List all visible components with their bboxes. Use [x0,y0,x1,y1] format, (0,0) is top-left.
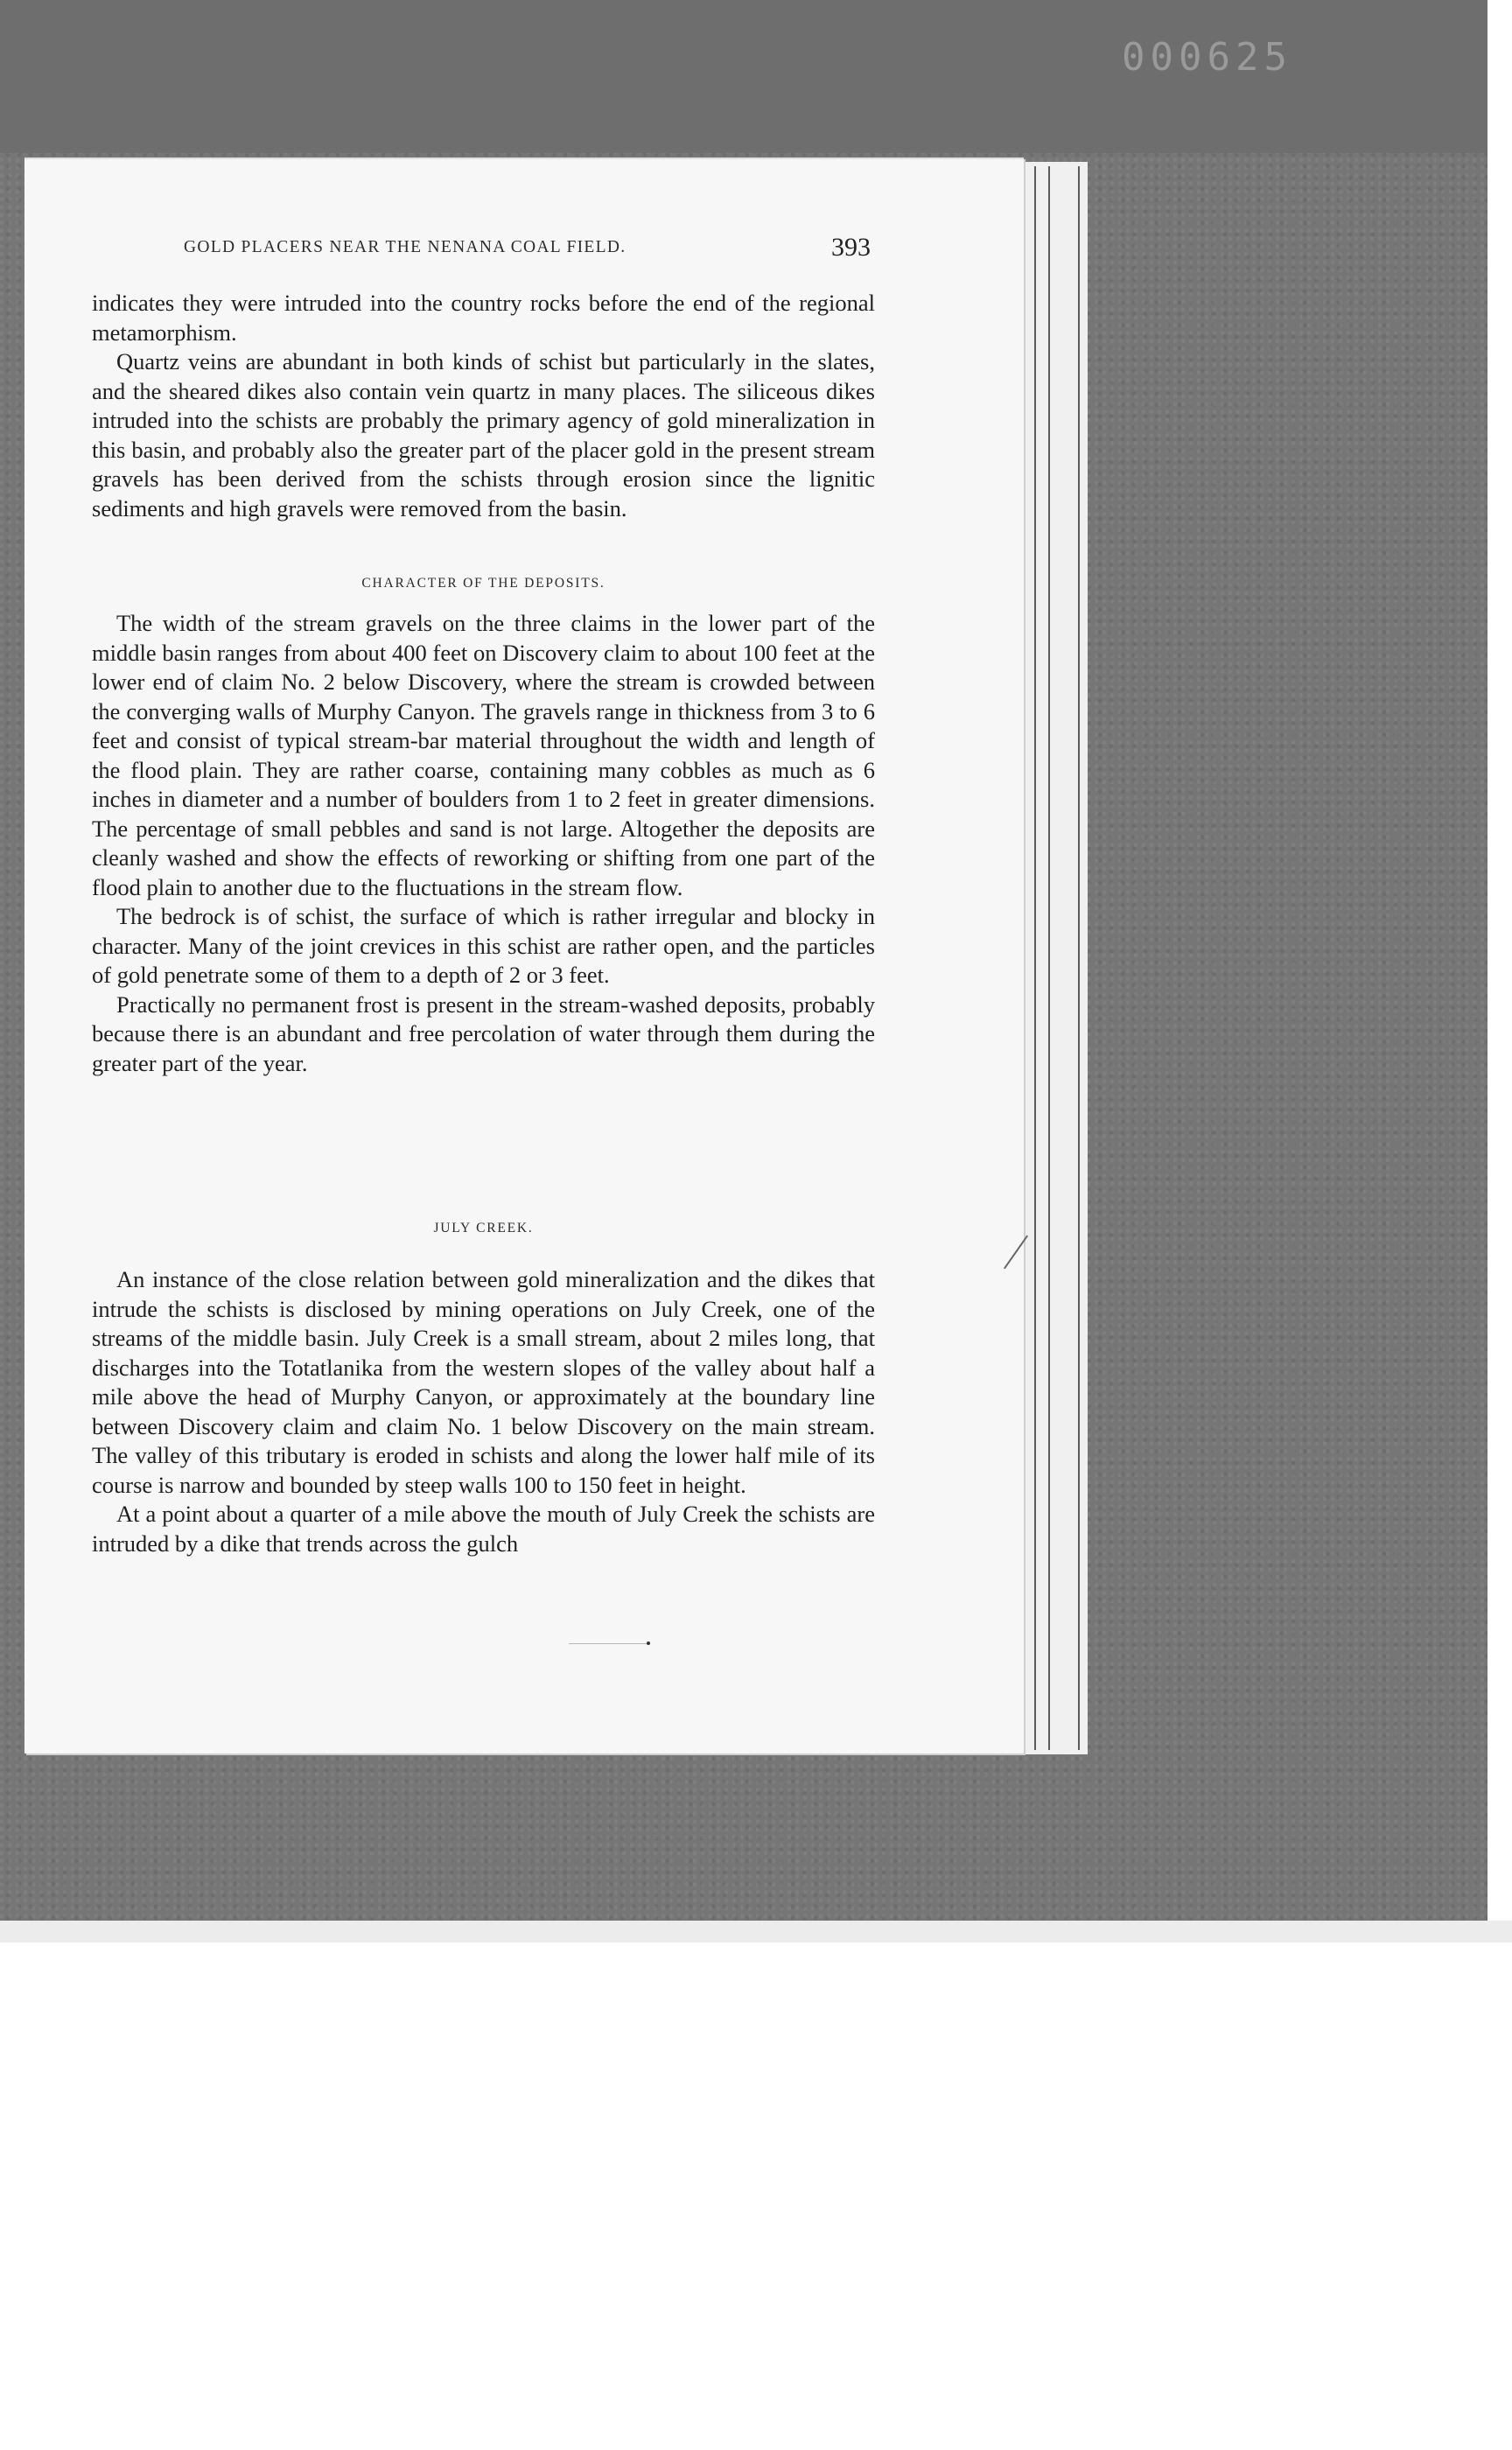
body-text-section-1 [92,609,875,1078]
body-text-top [92,289,875,523]
spine-line [1034,166,1036,1750]
paragraph: Practically no permanent frost is present in the stream-washed deposits, probably because there is an abundant and free percolation of water through them during the greater part of the year. [92,990,875,1076]
scan-bottom-strip [0,1921,1512,1942]
paragraph: An instance of the close relation between gold mineralization and the dikes that intrude the schists is disclosed by mining operations on July Creek, one of the streams of the middle basin. July Creek is a small stream, about 2 miles long, that discharges into the Totatlanika from the western slopes of the valley about half a mile above the head of Murphy Canyon, or approximately at the boundary line between Discovery claim and claim No. 1 below Discovery on the main stream. The valley of this tributary is eroded in schists and along the lower half mile of its course is narrow and bounded by steep walls 100 to 150 feet in height. [92,1266,875,1498]
paragraph: The width of the stream gravels on the three claims in the lower part of the middle basin ranges from about 400 feet on Discovery claim to about 100 feet at the lower end of claim No. 2 below Discovery, where the stream is crowded between the converging walls of Murphy Canyon. The gravels range in thickness from 3 to 6 feet and consist of typical stream-bar material throughout the width and length of the flood plain. They are rather coarse, containing many cobbles as much as 6 inches in diameter and a number of boulders from 1 to 2 feet in greater dimensions. The percentage of small pebbles and sand is not large. Altogether the deposits are cleanly washed and show the effects of reworking or shifting from one part of the flood plain to another due to the fluctuations in the stream flow. [92,610,875,900]
page-number: 393 [831,233,871,262]
paragraph: The bedrock is of schist, the surface of which is rather irregular and blocky in character. Many of the joint crevices in this schist are rather open, and the particles of gold penetrate some of them to a depth of 2 or 3 feet. [92,903,875,988]
body-text-section-2 [92,1265,875,1558]
stamp-number: 000625 [1122,35,1292,80]
page-smudge [569,1643,648,1644]
paragraph: Quartz veins are abundant in both kinds of schist but particularly in the slates, and the sheared dikes also contain vein quartz in many places. The siliceous dikes intruded into the schists are probably the primary agency of gold mineralization in this basin, and probably also the greater part of the placer gold in the present stream gravels has been derived from the schists through erosion since the lignitic sediments and high gravels were removed from the basin. [92,348,875,522]
paragraph: indicates they were intruded into the country rocks before the end of the regional metamorphism. [92,290,875,346]
spine-line [1048,166,1050,1750]
spine-line [1078,166,1080,1750]
running-head: GOLD PLACERS NEAR THE NENANA COAL FIELD. [184,238,626,256]
paragraph: At a point about a quarter of a mile above the mouth of July Creek the schists are intruded by a dike that trends across the gulch [92,1501,875,1557]
page-dot [647,1642,650,1645]
section-heading: CHARACTER OF THE DEPOSITS. [361,576,606,591]
section-heading: JULY CREEK. [433,1221,534,1236]
